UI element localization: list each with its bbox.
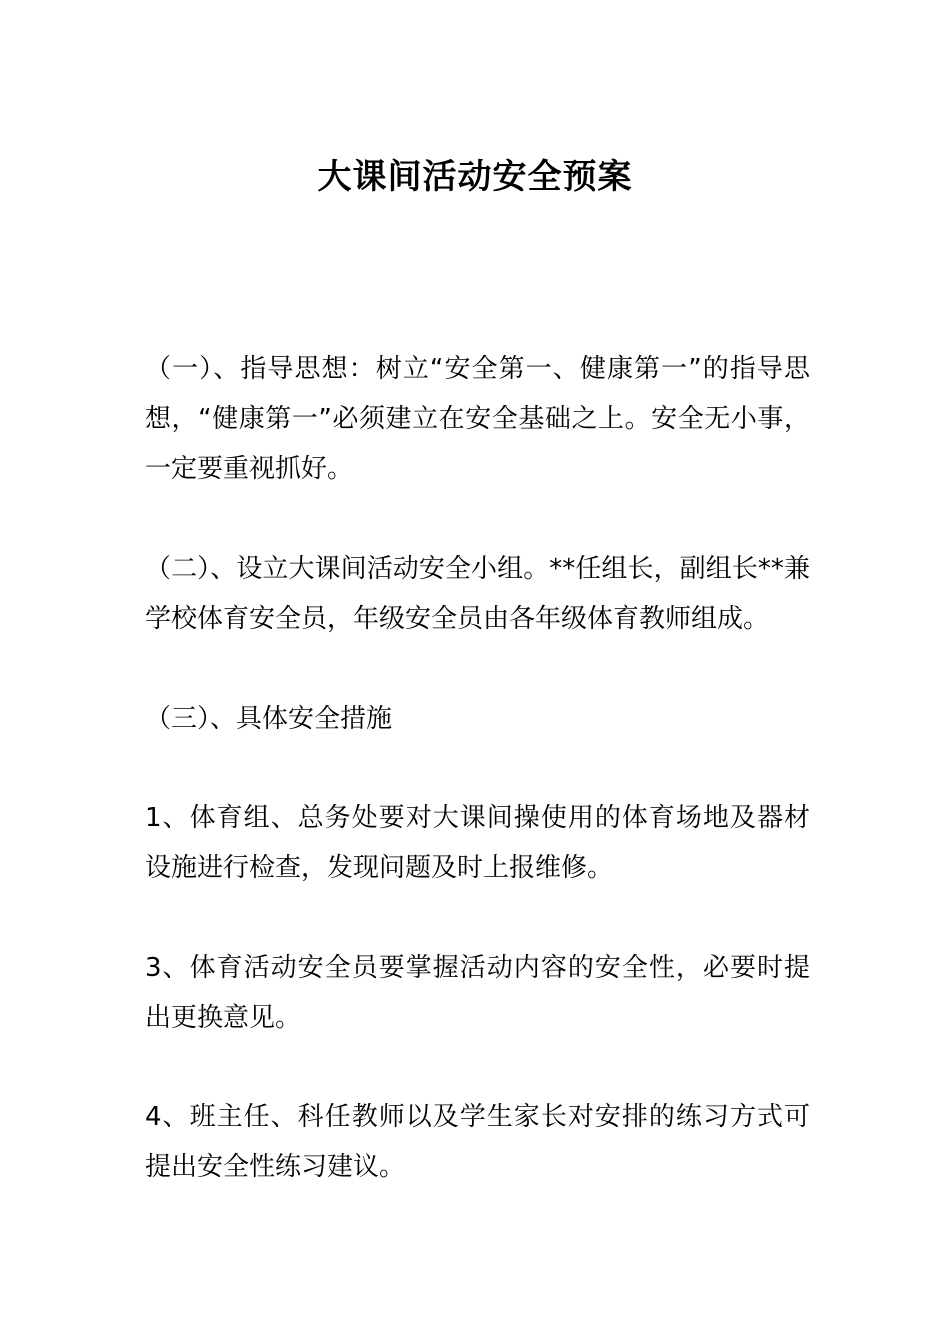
paragraph-measure-1: 1、体育组、总务处要对大课间操使用的体育场地及器材设施进行检查，发现问题及时上报维修。 bbox=[145, 803, 810, 883]
paragraph-guiding-ideology: （一）、指导思想：树立“安全第一、健康第一”的指导思想，“健康第一”必须建立在安全基础之上。安全无小事，一定要重视抓好。 bbox=[145, 354, 810, 484]
paragraph-measures-heading: （三）、具体安全措施 bbox=[145, 704, 393, 734]
paragraph-safety-group: （二）、设立大课间活动安全小组。**任组长，副组长**兼学校体育安全员，年级安全员由各年级体育教师组成。 bbox=[145, 554, 810, 634]
paragraph-measure-4: 4、班主任、科任教师以及学生家长对安排的练习方式可提出安全性练习建议。 bbox=[145, 1102, 810, 1182]
document-title: 大课间活动安全预案 bbox=[317, 157, 633, 197]
paragraph-measure-3: 3、体育活动安全员要掌握活动内容的安全性，必要时提出更换意见。 bbox=[145, 953, 810, 1033]
